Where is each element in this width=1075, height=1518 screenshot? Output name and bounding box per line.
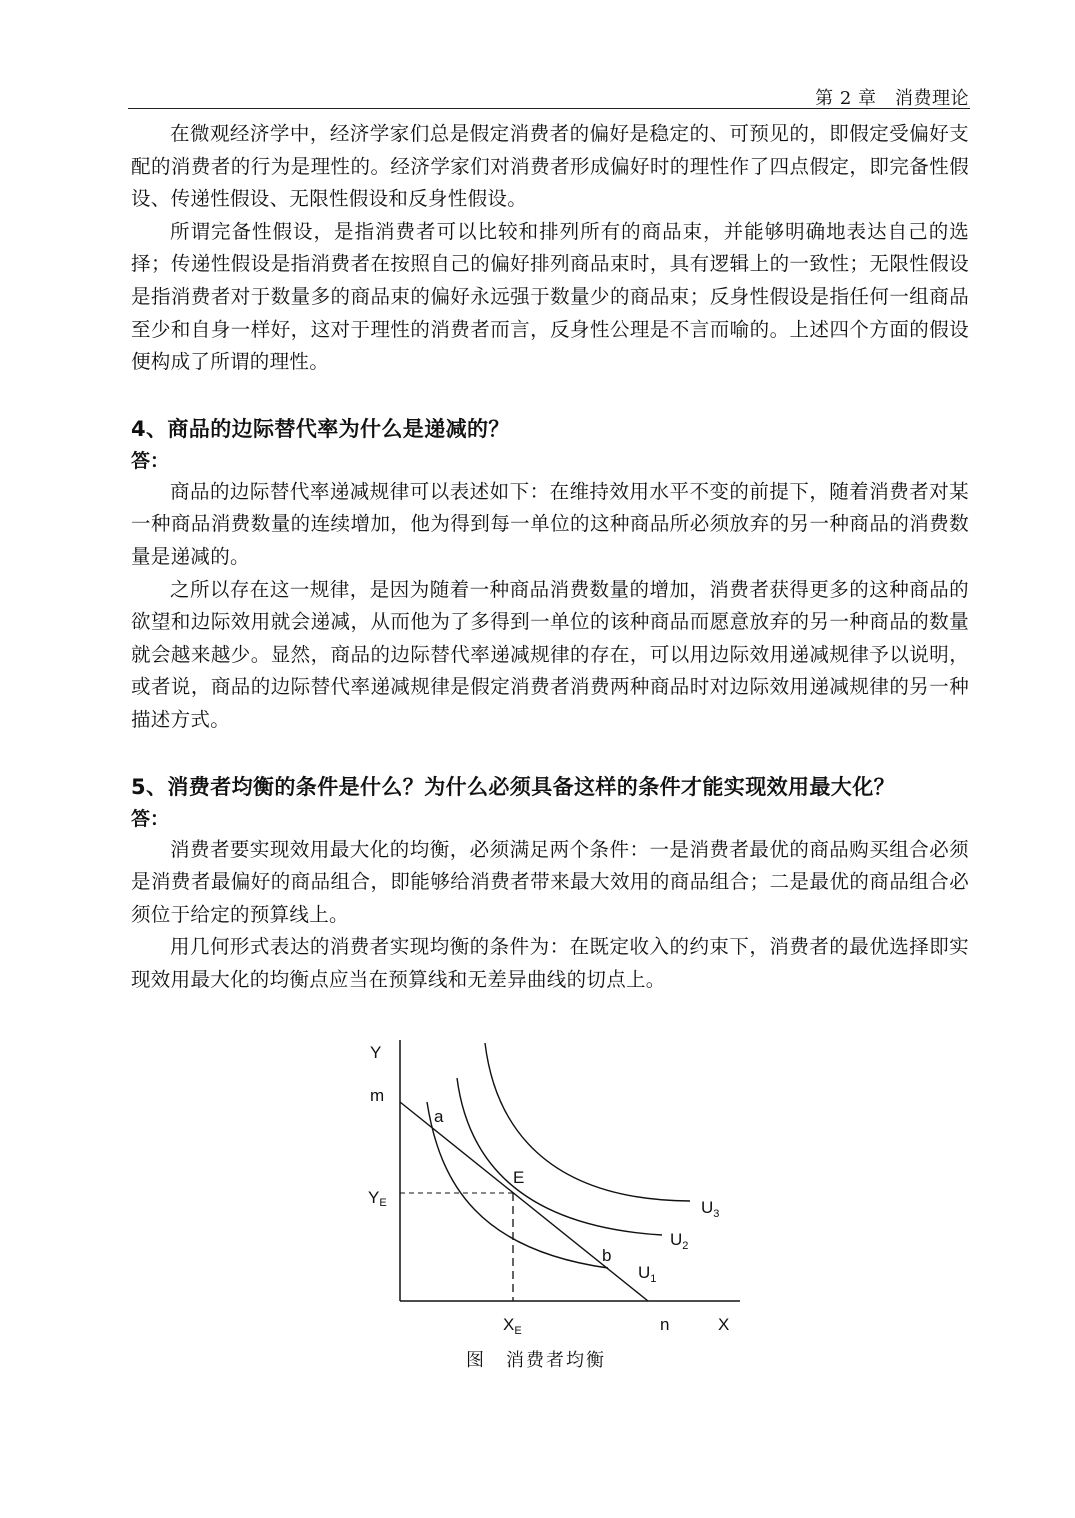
point-a-label: a bbox=[434, 1107, 444, 1126]
point-n-label: n bbox=[660, 1315, 670, 1334]
figure-caption: 图 消费者均衡 bbox=[466, 1350, 606, 1371]
budget-line bbox=[400, 1102, 648, 1301]
consumer-equilibrium-figure bbox=[360, 1035, 760, 1375]
paragraph-intro-2: 所谓完备性假设，是指消费者可以比较和排列所有的商品束，并能够明确地表达自己的选择；传递性假设是指消费者在按照自己的偏好排列商品束时，具有逻辑上的一致性；无限性假设是指消费者对于数量多的商品束的偏好永远强于数量少的商品束；反身性假设是指任何一组商品至少和自身一样好，这对于理性的消费者而言，反身性公理是不言而喻的。上述四个方面的假设便构成了所谓的理性。 bbox=[131, 219, 969, 374]
ye-label: YE bbox=[368, 1188, 387, 1209]
paragraph-q4-1: 商品的边际替代率递减规律可以表述如下：在维持效用水平不变的前提下，随着消费者对某一种商品消费数量的连续增加，他为得到每一单位的这种商品所必须放弃的另一种商品的消费数量是递减的。 bbox=[131, 479, 969, 568]
answer-label-4: 答： bbox=[131, 449, 170, 472]
u1-label: $U_1$ bbox=[638, 1263, 657, 1285]
y-axis-label: Y bbox=[370, 1043, 382, 1062]
question-4-heading: 4、商品的边际替代率为什么是递减的？ bbox=[131, 416, 510, 441]
indifference-curve-u2 bbox=[457, 1078, 662, 1235]
answer-label-5: 答： bbox=[131, 807, 170, 830]
point-m-label: m bbox=[370, 1086, 385, 1105]
body-text bbox=[131, 118, 969, 996]
x-axis-label: X bbox=[718, 1315, 730, 1334]
question-5-heading: 5、消费者均衡的条件是什么？为什么必须具备这样的条件才能实现效用最大化？ bbox=[131, 774, 896, 799]
equilibrium-diagram bbox=[360, 1035, 760, 1355]
running-header: 第 2 章 消费理论 bbox=[815, 88, 969, 109]
paragraph-intro-1: 在微观经济学中，经济学家们总是假定消费者的偏好是稳定的、可预见的，即假定受偏好支配的消费者的行为是理性的。经济学家们对消费者形成偏好时的理性作了四点假定，即完备性假设、传递性假设、无限性假设和反身性假设。 bbox=[131, 122, 969, 211]
paragraph-q5-1: 消费者要实现效用最大化的均衡，必须满足两个条件：一是消费者最优的商品购买组合必须是消费者最偏好的商品组合，即能够给消费者带来最大效用的商品组合；二是最优的商品组合必须位于给定的预算线上。 bbox=[131, 837, 969, 926]
xe-label: $X_E$ bbox=[503, 1315, 522, 1337]
paragraph-q5-2: 用几何形式表达的消费者实现均衡的条件为：在既定收入的约束下，消费者的最优选择即实现效用最大化的均衡点应当在预算线和无差异曲线的切点上。 bbox=[131, 935, 969, 991]
paragraph-q4-2: 之所以存在这一规律，是因为随着一种商品消费数量的增加，消费者获得更多的这种商品的欲望和边际效用就会递减，从而他为了多得到一单位的该种商品而愿意放弃的另一种商品的数量就会越来越少。显然，商品的边际替代率递减规律的存在，可以用边际效用递减规律予以说明，或者说，商品的边际替代率递减规律是假定消费者消费两种商品时对边际效用递减规律的另一种描述方式。 bbox=[131, 577, 969, 731]
u3-label: $U_3$ bbox=[701, 1198, 720, 1220]
header-rule bbox=[128, 108, 970, 109]
u2-label: $U_2$ bbox=[670, 1230, 689, 1252]
point-b-label: b bbox=[602, 1246, 612, 1265]
point-e-label: E bbox=[513, 1168, 525, 1187]
